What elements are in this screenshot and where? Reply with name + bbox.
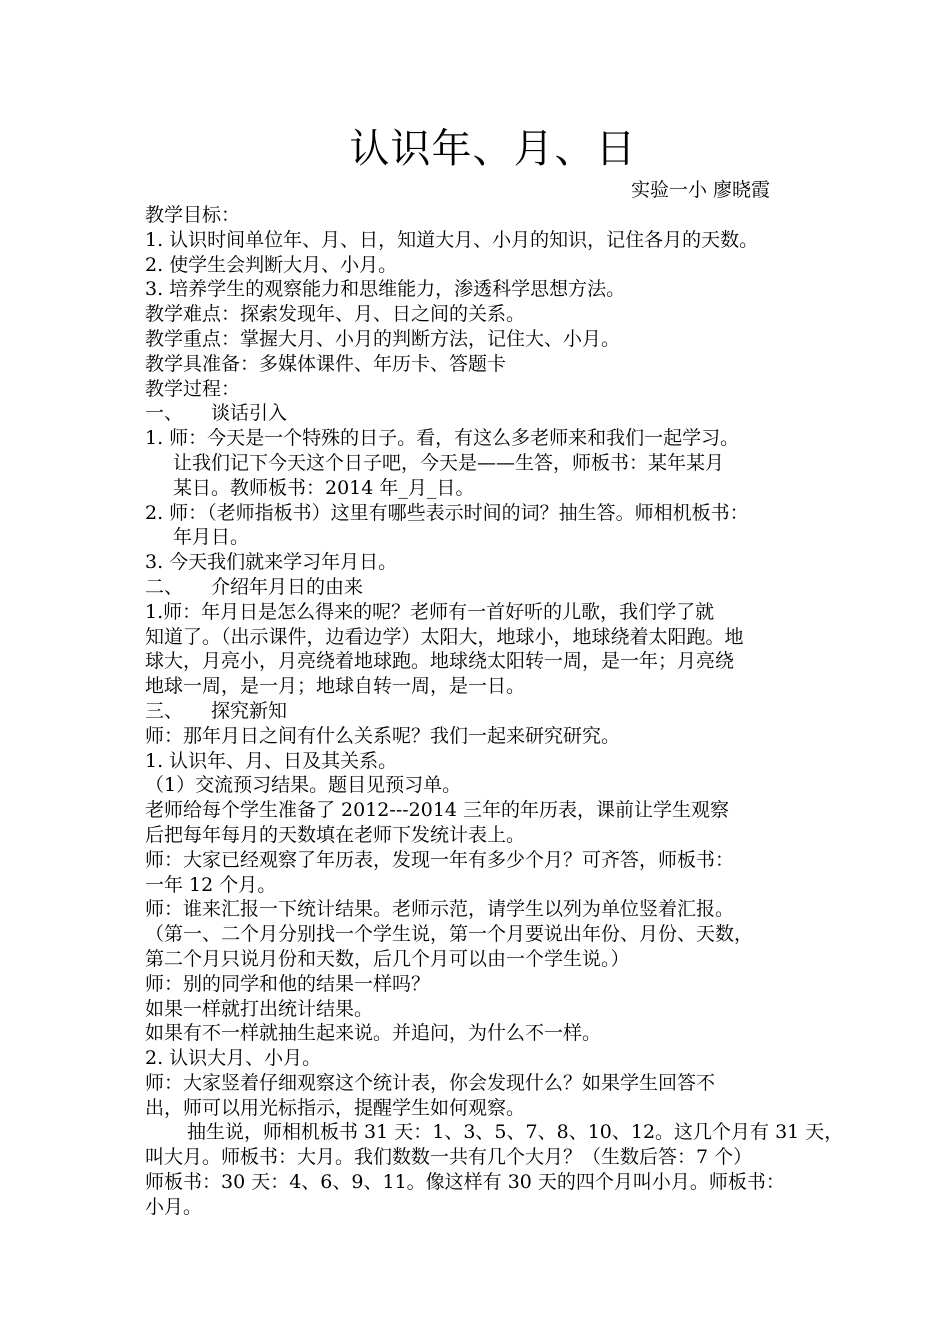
line-text: 教学重点：掌握大月、小月的判断方法，记住大、小月。: [145, 327, 621, 350]
text-line: [145, 1195, 825, 1220]
text-line: [145, 749, 825, 774]
line-text: 3. 今天我们就来学习年月日。: [145, 551, 398, 574]
text-line: [145, 972, 825, 997]
line-text: 某日。教师板书：2014 年_月_日。: [173, 476, 475, 499]
section-heading: [145, 699, 825, 724]
line-text: 2. 使学生会判断大月、小月。: [145, 253, 398, 276]
text-line: [145, 625, 825, 650]
line-text: 1. 认识时间单位年、月、日，知道大月、小月的知识，记住各月的天数。: [145, 228, 759, 251]
text-line: [145, 947, 825, 972]
text-line: [145, 426, 825, 451]
text-line: [145, 550, 825, 575]
text-line: [145, 228, 825, 253]
text-line: [145, 1096, 825, 1121]
text-line: [145, 525, 825, 550]
line-text: 谈话引入: [211, 402, 288, 425]
text-line: [145, 798, 825, 823]
line-text: 教学目标：: [145, 204, 241, 226]
text-line: [145, 674, 825, 699]
line-text: 出，师可以用光标指示，提醒学生如何观察。: [145, 1096, 526, 1119]
text-line: [145, 600, 825, 625]
line-text: 师：大家已经观察了年历表，发现一年有多少个月？可齐答，师板书：: [145, 848, 735, 871]
line-text: 2. 师：（老师指板书）这里有哪些表示时间的词？抽生答。师相机板书：: [145, 501, 749, 524]
section-heading: [145, 575, 825, 600]
line-text: 抽生说，师相机板书 31 天：1、3、5、7、8、10、12。这几个月有 31 天，: [187, 1121, 844, 1144]
text-line: [145, 823, 825, 848]
line-text: 介绍年月日的由来: [211, 575, 364, 598]
text-line: [145, 476, 825, 501]
text-line: [145, 897, 825, 922]
text-line: [145, 277, 825, 302]
section-number: 三、: [145, 699, 184, 722]
line-text: 3. 培养学生的观察能力和思维能力，渗透科学思想方法。: [145, 278, 626, 301]
text-line: [145, 327, 825, 352]
text-line: [145, 302, 825, 327]
line-text: 老师给每个学生准备了 2012---2014 三年的年历表，课前让学生观察: [145, 799, 730, 822]
line-text: 如果一样就打出统计结果。: [145, 997, 374, 1020]
text-line: [145, 873, 825, 898]
text-line: [145, 377, 825, 402]
section-heading: [145, 401, 825, 426]
line-text: 年月日。: [173, 526, 250, 549]
text-line: [145, 451, 825, 476]
line-text: （1）交流预习结果。题目见预习单。: [145, 774, 462, 797]
text-line: [145, 253, 825, 278]
line-text: 地球一周，是一月；地球自转一周，是一日。: [145, 675, 526, 698]
line-text: 教学过程：: [145, 377, 241, 400]
line-text: （第一、二个月分别找一个学生说，第一个月要说出年份、月份、天数，: [145, 923, 754, 946]
line-text: 叫大月。师板书：大月。我们数数一共有几个大月？（生数后答：7 个）: [145, 1146, 753, 1169]
text-line: [145, 724, 825, 749]
line-text: 2. 认识大月、小月。: [145, 1047, 322, 1070]
line-text: 球大，月亮小，月亮绕着地球跑。地球绕太阳转一周，是一年；月亮绕: [145, 650, 735, 673]
line-text: 1. 师：今天是一个特殊的日子。看，有这么多老师来和我们一起学习。: [145, 427, 740, 450]
line-text: 师：谁来汇报一下统计结果。老师示范，请学生以列为单位竖着汇报。: [145, 898, 735, 921]
line-text: 1. 认识年、月、日及其关系。: [145, 749, 398, 772]
author-line: 实验一小 廖晓霞: [630, 179, 770, 201]
line-text: 师：别的同学和他的结果一样吗？: [145, 972, 431, 995]
line-text: 师：大家竖着仔细观察这个统计表，你会发现什么？如果学生回答不: [145, 1071, 716, 1094]
line-text: 教学难点：探索发现年、月、日之间的关系。: [145, 303, 526, 326]
line-text: 让我们记下今天这个日子吧，今天是——生答，师板书：某年某月: [173, 451, 725, 474]
line-text: 一年 12 个月。: [145, 873, 277, 896]
text-line: [145, 1145, 825, 1170]
text-line: [145, 1071, 825, 1096]
document-page: [145, 120, 844, 1220]
line-text: 后把每年每月的天数填在老师下发统计表上。: [145, 823, 526, 846]
section-number: 一、: [145, 402, 184, 425]
document-body: [145, 203, 844, 1220]
line-text: 师：那年月日之间有什么关系呢？我们一起来研究研究。: [145, 724, 621, 747]
line-text: 如果有不一样就抽生起来说。并追问，为什么不一样。: [145, 1022, 602, 1045]
line-text: 知道了。（出示课件，边看边学）太阳大，地球小，地球绕着太阳跑。地: [145, 625, 744, 648]
text-line: [145, 773, 825, 798]
text-line: [145, 203, 825, 228]
text-line: [145, 1120, 844, 1145]
text-line: [145, 1046, 825, 1071]
text-line: [145, 997, 825, 1022]
line-text: 师板书：30 天：4、6、9、11。像这样有 30 天的四个月叫小月。师板书：: [145, 1171, 785, 1194]
line-text: 教学具准备：多媒体课件、年历卡、答题卡: [145, 352, 507, 375]
text-line: [145, 501, 825, 526]
text-line: [145, 1021, 825, 1046]
text-line: [145, 1170, 825, 1195]
text-line: [145, 352, 825, 377]
line-text: 探究新知: [211, 699, 288, 722]
text-line: [145, 922, 825, 947]
text-line: [145, 848, 825, 873]
document-title: 认识年、月、日: [349, 126, 637, 172]
line-text: 1.师：年月日是怎么得来的呢？老师有一首好听的儿歌，我们学了就: [145, 600, 715, 623]
text-line: [145, 649, 825, 674]
line-text: 小月。: [145, 1195, 203, 1218]
line-text: 第二个月只说月份和天数，后几个月可以由一个学生说。）: [145, 947, 630, 970]
section-number: 二、: [145, 575, 184, 598]
